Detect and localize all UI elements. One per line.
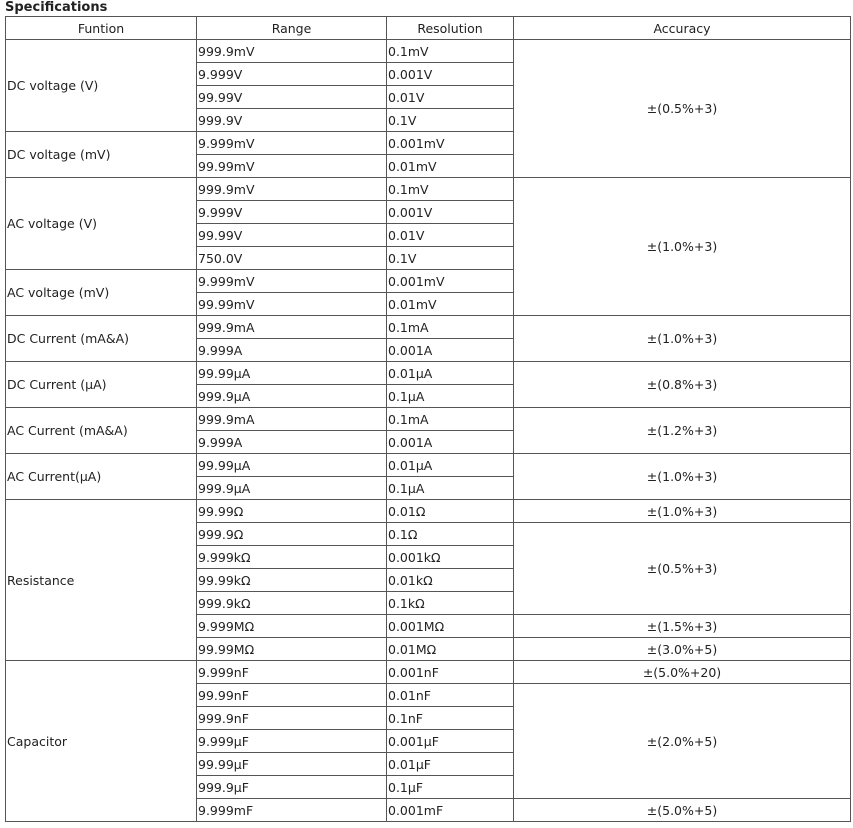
range-cell: 9.999nF <box>197 661 387 684</box>
resolution-cell: 0.1nF <box>387 707 514 730</box>
resolution-cell: 0.01µA <box>387 454 514 477</box>
resolution-cell: 0.1V <box>387 109 514 132</box>
resolution-cell: 0.01mV <box>387 155 514 178</box>
header-accuracy: Accuracy <box>514 17 851 40</box>
resolution-cell: 0.01V <box>387 224 514 247</box>
function-cell: AC Current (mA&A) <box>6 408 197 454</box>
accuracy-cell: ±(1.0%+3) <box>514 316 851 362</box>
range-cell: 999.9mA <box>197 408 387 431</box>
accuracy-cell: ±(0.8%+3) <box>514 362 851 408</box>
table-row <box>6 408 851 431</box>
accuracy-cell: ±(5.0%+5) <box>514 799 851 822</box>
resolution-cell: 0.001MΩ <box>387 615 514 638</box>
resolution-cell: 0.001V <box>387 63 514 86</box>
table-row <box>6 500 851 523</box>
range-cell: 99.99µA <box>197 362 387 385</box>
range-cell: 99.99V <box>197 86 387 109</box>
range-cell: 9.999mV <box>197 270 387 293</box>
resolution-cell: 0.01mV <box>387 293 514 316</box>
accuracy-cell: ±(1.2%+3) <box>514 408 851 454</box>
table-row <box>6 362 851 385</box>
resolution-cell: 0.01Ω <box>387 500 514 523</box>
accuracy-cell: ±(1.5%+3) <box>514 615 851 638</box>
range-cell: 99.99µF <box>197 753 387 776</box>
range-cell: 999.9V <box>197 109 387 132</box>
spec-table <box>5 16 851 822</box>
range-cell: 99.99mV <box>197 293 387 316</box>
resolution-cell: 0.1Ω <box>387 523 514 546</box>
resolution-cell: 0.001A <box>387 339 514 362</box>
range-cell: 750.0V <box>197 247 387 270</box>
table-row <box>6 316 851 339</box>
table-row <box>6 454 851 477</box>
range-cell: 999.9mV <box>197 178 387 201</box>
range-cell: 9.999MΩ <box>197 615 387 638</box>
range-cell: 9.999A <box>197 431 387 454</box>
resolution-cell: 0.01MΩ <box>387 638 514 661</box>
function-cell: AC voltage (V) <box>6 178 197 270</box>
resolution-cell: 0.001mV <box>387 270 514 293</box>
range-cell: 99.99MΩ <box>197 638 387 661</box>
range-cell: 9.999kΩ <box>197 546 387 569</box>
range-cell: 9.999mF <box>197 799 387 822</box>
accuracy-cell: ±(0.5%+3) <box>514 40 851 178</box>
range-cell: 999.9nF <box>197 707 387 730</box>
accuracy-cell: ±(5.0%+20) <box>514 661 851 684</box>
section-title: Specifications <box>5 0 108 15</box>
header-resolution: Resolution <box>387 17 514 40</box>
resolution-cell: 0.001A <box>387 431 514 454</box>
resolution-cell: 0.001µF <box>387 730 514 753</box>
header-row <box>6 17 851 40</box>
range-cell: 9.999V <box>197 63 387 86</box>
resolution-cell: 0.1mV <box>387 40 514 63</box>
function-cell: DC voltage (mV) <box>6 132 197 178</box>
resolution-cell: 0.1mA <box>387 408 514 431</box>
range-cell: 9.999µF <box>197 730 387 753</box>
table-row <box>6 178 851 201</box>
range-cell: 99.99mV <box>197 155 387 178</box>
resolution-cell: 0.1µA <box>387 385 514 408</box>
table-row <box>6 40 851 63</box>
resolution-cell: 0.1mV <box>387 178 514 201</box>
accuracy-cell: ±(3.0%+5) <box>514 638 851 661</box>
header-range: Range <box>197 17 387 40</box>
range-cell: 999.9mV <box>197 40 387 63</box>
table-row <box>6 661 851 684</box>
accuracy-cell: ±(2.0%+5) <box>514 684 851 799</box>
resolution-cell: 0.01nF <box>387 684 514 707</box>
range-cell: 999.9mA <box>197 316 387 339</box>
range-cell: 99.99kΩ <box>197 569 387 592</box>
function-cell: AC Current(µA) <box>6 454 197 500</box>
resolution-cell: 0.01µF <box>387 753 514 776</box>
header-function: Funtion <box>6 17 197 40</box>
resolution-cell: 0.001mV <box>387 132 514 155</box>
resolution-cell: 0.01V <box>387 86 514 109</box>
range-cell: 99.99V <box>197 224 387 247</box>
function-cell: DC voltage (V) <box>6 40 197 132</box>
resolution-cell: 0.001nF <box>387 661 514 684</box>
function-cell: AC voltage (mV) <box>6 270 197 316</box>
function-cell: Capacitor <box>6 661 197 822</box>
resolution-cell: 0.1mA <box>387 316 514 339</box>
resolution-cell: 0.001V <box>387 201 514 224</box>
accuracy-cell: ±(1.0%+3) <box>514 454 851 500</box>
resolution-cell: 0.1µF <box>387 776 514 799</box>
range-cell: 99.99µA <box>197 454 387 477</box>
accuracy-cell: ±(1.0%+3) <box>514 500 851 523</box>
accuracy-cell: ±(1.0%+3) <box>514 178 851 316</box>
resolution-cell: 0.01kΩ <box>387 569 514 592</box>
range-cell: 9.999V <box>197 201 387 224</box>
range-cell: 9.999A <box>197 339 387 362</box>
range-cell: 999.9µF <box>197 776 387 799</box>
range-cell: 999.9Ω <box>197 523 387 546</box>
function-cell: DC Current (mA&A) <box>6 316 197 362</box>
resolution-cell: 0.1V <box>387 247 514 270</box>
spec-table-body <box>6 40 851 822</box>
function-cell: DC Current (µA) <box>6 362 197 408</box>
resolution-cell: 0.01µA <box>387 362 514 385</box>
resolution-cell: 0.001mF <box>387 799 514 822</box>
range-cell: 99.99nF <box>197 684 387 707</box>
range-cell: 999.9µA <box>197 477 387 500</box>
accuracy-cell: ±(0.5%+3) <box>514 523 851 615</box>
range-cell: 9.999mV <box>197 132 387 155</box>
resolution-cell: 0.001kΩ <box>387 546 514 569</box>
range-cell: 99.99Ω <box>197 500 387 523</box>
function-cell: Resistance <box>6 500 197 661</box>
resolution-cell: 0.1kΩ <box>387 592 514 615</box>
range-cell: 999.9µA <box>197 385 387 408</box>
range-cell: 999.9kΩ <box>197 592 387 615</box>
resolution-cell: 0.1µA <box>387 477 514 500</box>
